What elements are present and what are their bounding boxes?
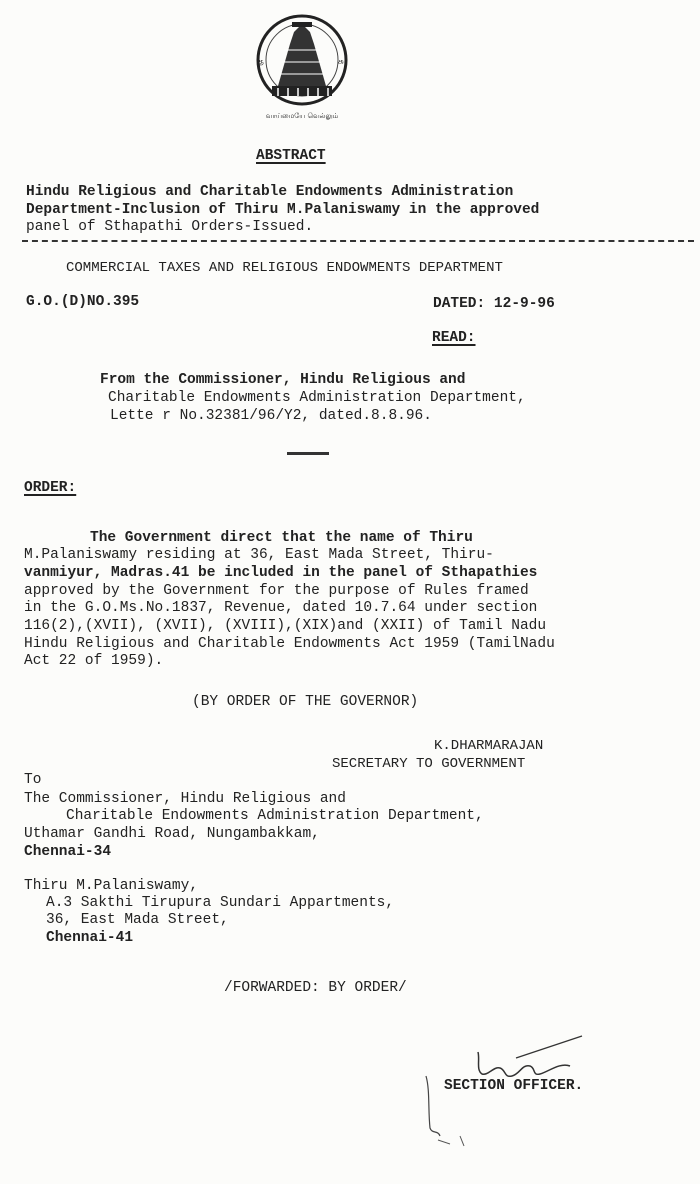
by-order-line: (BY ORDER OF THE GOVERNOR): [192, 694, 419, 710]
order-line: vanmiyur, Madras.41 be included in the panel of Sthapathies: [24, 565, 538, 581]
subject-line: Department-Inclusion of Thiru M.Palaniswamy in the approved: [26, 202, 540, 218]
section-officer-label: SECTION OFFICER.: [444, 1078, 584, 1094]
read-heading: READ:: [432, 330, 476, 346]
subject-line: panel of Sthapathi Orders-Issued.: [26, 219, 314, 235]
go-number: G.O.(D)NO.395: [26, 294, 140, 310]
order-line: approved by the Government for the purpose of Rules framed: [24, 583, 529, 599]
recipient1-line: Charitable Endowments Administration Department,: [66, 808, 484, 824]
svg-text:சு: சு: [338, 57, 344, 67]
reference-line: From the Commissioner, Hindu Religious and: [100, 372, 466, 388]
dated: DATED: 12-9-96: [433, 296, 555, 312]
order-line: M.Palaniswamy residing at 36, East Mada Street, Thiru-: [24, 547, 494, 563]
recipient1-line: Chennai-34: [24, 844, 112, 860]
subject-line: Hindu Religious and Charitable Endowments Administration: [26, 184, 514, 200]
emblem-legend: வாய்மையே வெல்லும்: [265, 112, 339, 120]
order-line: 116(2),(XVII), (XVII), (XVIII),(XIX)and (XXII) of Tamil Nadu: [24, 618, 547, 634]
recipient1-line: The Commissioner, Hindu Religious and: [24, 791, 346, 807]
svg-text:த: த: [258, 57, 264, 67]
to-label: To: [24, 772, 42, 788]
short-divider: [287, 452, 329, 455]
recipient2-line: Chennai-41: [46, 930, 134, 946]
tamil-nadu-emblem-icon: [248, 10, 356, 126]
order-line: in the G.O.Ms.No.1837, Revenue, dated 10.7.64 under section: [24, 600, 538, 616]
order-line: The Government direct that the name of Thiru: [90, 530, 473, 546]
signatory-name: K.DHARMARAJAN: [434, 738, 544, 754]
order-line: Act 22 of 1959).: [24, 653, 164, 669]
dashed-divider: [22, 240, 694, 242]
department-title: COMMERCIAL TAXES AND RELIGIOUS ENDOWMENTS DEPARTMENT: [66, 260, 503, 276]
order-heading: ORDER:: [24, 480, 77, 496]
signatory-title: SECRETARY TO GOVERNMENT: [332, 756, 526, 772]
recipient2-line: 36, East Mada Street,: [46, 912, 229, 928]
recipient2-line: A.3 Sakthi Tirupura Sundari Appartments,: [46, 895, 395, 911]
recipient2-line: Thiru M.Palaniswamy,: [24, 878, 199, 894]
reference-line: Charitable Endowments Administration Department,: [108, 390, 526, 406]
forwarded-line: /FORWARDED: BY ORDER/: [224, 980, 407, 996]
order-line: Hindu Religious and Charitable Endowments Act 1959 (TamilNadu: [24, 636, 555, 652]
reference-line: Lette r No.32381/96/Y2, dated.8.8.96.: [110, 408, 432, 424]
recipient1-line: Uthamar Gandhi Road, Nungambakkam,: [24, 826, 320, 842]
abstract-heading: ABSTRACT: [256, 148, 326, 164]
